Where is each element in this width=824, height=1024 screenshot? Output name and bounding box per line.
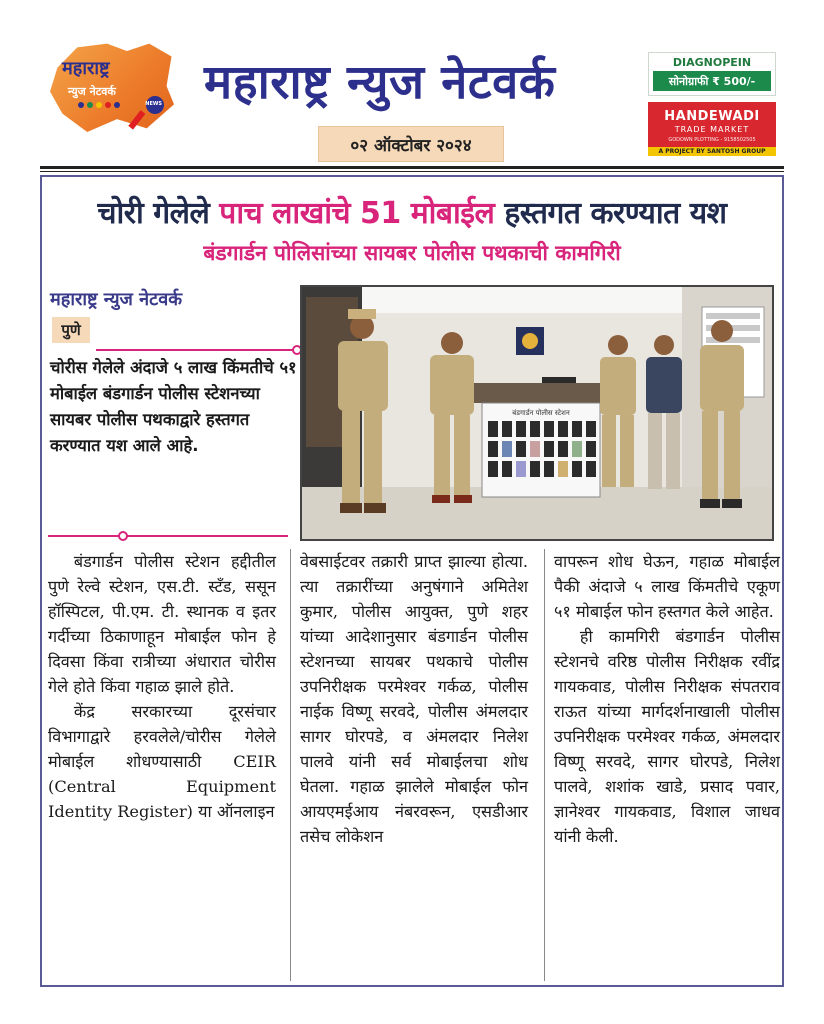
mobile-display-board xyxy=(482,403,600,497)
ad-handewadi-small: GODOWN PLOTTING - 9158502505 xyxy=(668,137,756,143)
article-column-2 xyxy=(300,549,528,849)
issue-date: ०२ ऑक्टोबर २०२४ xyxy=(318,126,504,162)
column-1-paragraph-1: बंडगार्डन पोलीस स्टेशन हद्दीतील पुणे रेल्वे स्टेशन, एस.टी. स्टँड, ससून हॉस्पिटल, पी.एम. टी. स्थानक व इतर गर्दीच्या ठिकाणाहून मोबाईल फोन हे दिवसा किंवा रात्रीच्या अंधारात चोरीस गेले होते किंवा गहाळ झाले होते. xyxy=(48,552,276,696)
ad-handewadi[interactable] xyxy=(648,102,776,156)
column-1-paragraph-2: केंद्र सरकारच्या दूरसंचार विभागाद्वारे हरवलेले/चोरीस गेलेले मोबाईल शोधण्यासाठी CEIR (Central Equipment Identity Register) या ऑनलाइन xyxy=(48,702,276,821)
article-frame xyxy=(40,175,784,987)
newspaper-logo[interactable] xyxy=(50,40,180,136)
ad-diagnopein-brand: DIAGNOPEIN xyxy=(672,56,752,69)
logo-line-1: महाराष्ट्र xyxy=(62,58,110,79)
summary-top-rule xyxy=(96,349,296,351)
ad-diagnopein[interactable] xyxy=(648,52,776,96)
logo-line-2: न्युज नेटवर्क xyxy=(68,85,116,98)
microphone-icon xyxy=(138,96,164,130)
newspaper-title: महाराष्ट्र न्युज नेटवर्क xyxy=(204,55,556,110)
article-column-3 xyxy=(554,549,780,849)
summary-bottom-rule xyxy=(48,535,288,537)
column-divider-2 xyxy=(544,549,545,981)
police-team-photo xyxy=(302,287,774,541)
article-headline xyxy=(42,191,782,232)
dateline-place: पुणे xyxy=(52,317,90,343)
article-column-1 xyxy=(48,549,276,824)
headline-part-3: हस्तगत करण्यात यश xyxy=(494,196,727,231)
photo-board-label: बंडगार्डन पोलीस स्टेशन xyxy=(512,409,570,417)
column-divider-1 xyxy=(290,549,291,981)
column-2-paragraph-1: वेबसाईटवर तक्रारी प्राप्त झाल्या होत्या. त्या तक्रारींच्या अनुषंगाने अमितेश कुमार, पोलीस आयुक्त, पुणे शहर यांच्या आदेशानुसार बंडगार्डन पोलीस स्टेशनच्या सायबर पथकाचे पोलीस उपनिरीक्षक परमेश्वर गर्कळ, पोलीस नाईक विष्णू सरवदे, पोलीस अंमलदार सागर घोरपडे, व अंमलदार निलेश पालवे यांनी सर्व मोबाईलचा शोध घेतला. गहाळ झालेले मोबाईल फोन आयएमईआय नंबरवरून, एसडीआर तसेच लोकेशन xyxy=(300,552,528,846)
article-subheadline: बंडगार्डन पोलिसांच्या सायबर पोलीस पथकाची कामगिरी xyxy=(203,241,621,265)
article-photo[interactable] xyxy=(300,285,774,541)
ad-diagnopein-offer: सोनोग्राफी ₹ 500/- xyxy=(653,71,771,91)
headline-part-2: पाच लाखांचे 51 मोबाईल xyxy=(219,196,495,231)
ad-handewadi-footer: A PROJECT BY SANTOSH GROUP xyxy=(648,147,776,156)
article-byline: महाराष्ट्र न्युज नेटवर्क xyxy=(50,289,183,310)
logo-dots xyxy=(78,102,120,108)
masthead-divider-thick xyxy=(40,166,784,169)
headline-part-1: चोरी गेलेले xyxy=(97,196,220,231)
masthead xyxy=(0,0,824,166)
article-summary: चोरीस गेलेले अंदाजे ५ लाख किंमतीचे ५१ मोबाईल बंडगार्डन पोलीस स्टेशनच्या सायबर पोलीस पथकाद्वारे हस्तगत करण्यात यश आले आहे. xyxy=(50,358,297,455)
mic-news-label: NEWS xyxy=(145,101,162,107)
ad-handewadi-subtitle: TRADE MARKET xyxy=(674,125,750,134)
column-3-paragraph-1: वापरून शोध घेऊन, गहाळ मोबाईल पैकी अंदाजे ५ लाख किंमतीचे एकूण ५१ मोबाईल फोन हस्तगत केले आहेत. xyxy=(554,552,780,621)
column-3-paragraph-2: ही कामगिरी बंडगार्डन पोलीस स्टेशनचे वरिष्ठ पोलीस निरीक्षक रवींद्र गायकवाड, पोलीस निरीक्षक संपतराव राऊत यांच्या मार्गदर्शनाखाली पोलीस उपनिरीक्षक परमेश्वर गर्कळ, अंमलदार विष्णू सरवदे, सागर घोरपडे, निलेश पालवे, शशांक खाडे, प्रसाद पवार, ज्ञानेश्वर गायकवाड, विशाल जाधव यांनी केली. xyxy=(554,627,780,846)
masthead-divider-thin xyxy=(40,171,784,172)
ad-handewadi-title: HANDEWADI xyxy=(664,109,760,124)
